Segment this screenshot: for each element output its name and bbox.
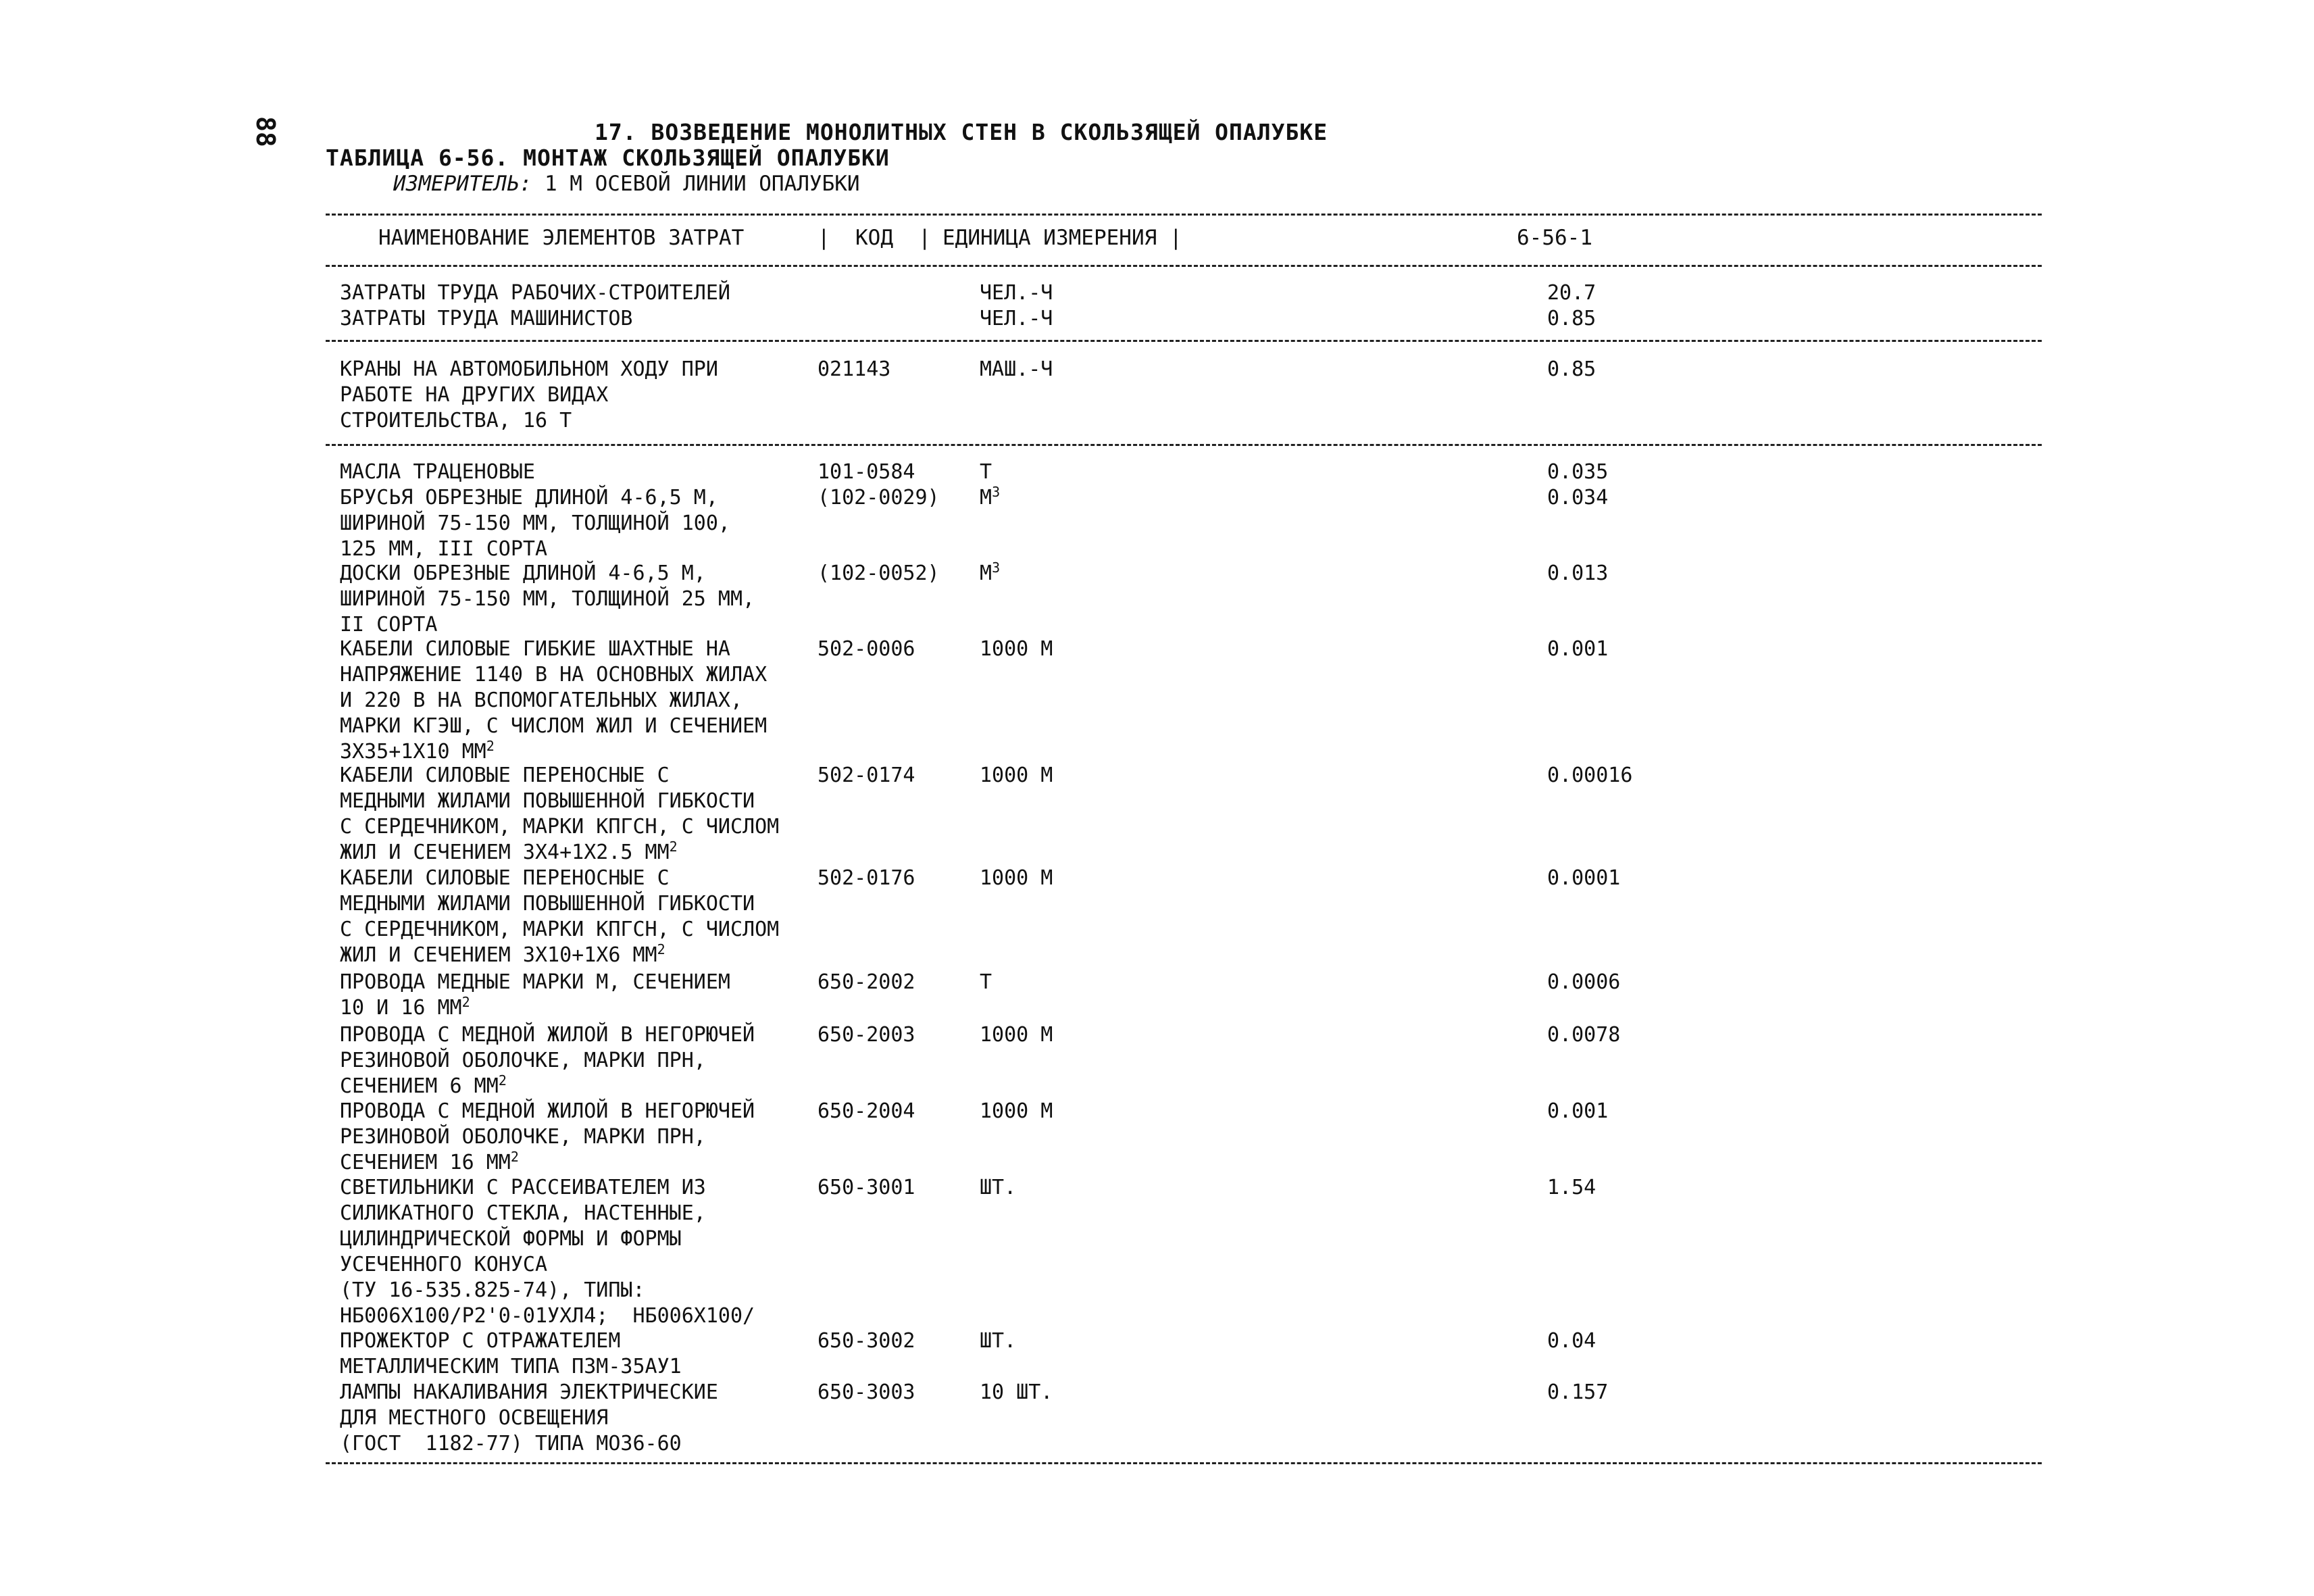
row-name-text: КАБЕЛИ СИЛОВЫЕ ГИБКИЕ ШАХТНЫЕ НА НАПРЯЖЕНИЕ 1140 В НА ОСНОВНЫХ ЖИЛАХ И 220 В НА ВСПОМОГАТЕЛЬНЫХ ЖИЛАХ, МАРКИ КГЭШ, С ЧИСЛОМ ЖИЛ И СЕЧЕНИЕМ 3X35+1X10 ММ [340,637,768,764]
superscript: 3 [992,484,1001,500]
superscript: 2 [657,941,665,957]
row-unit: Т [980,460,992,484]
row-code: 650-3001 [818,1176,915,1199]
row-code: 021143 [818,357,891,381]
page-number: 88 [251,116,280,147]
row-unit: ШТ. [980,1176,1017,1199]
superscript: 2 [498,1072,507,1089]
row-name-text: ПРОВОДА С МЕДНОЙ ЖИЛОЙ В НЕГОРЮЧЕЙ РЕЗИНОВОЙ ОБОЛОЧКЕ, МАРКИ ПРН, СЕЧЕНИЕМ 16 ММ [340,1099,755,1174]
row-unit-text: М [980,486,992,509]
row-name-text: КАБЕЛИ СИЛОВЫЕ ПЕРЕНОСНЫЕ С МЕДНЫМИ ЖИЛАМИ ПОВЫШЕННОЙ ГИБКОСТИ С СЕРДЕЧНИКОМ, МАРКИ КПГСН, С ЧИСЛОМ ЖИЛ И СЕЧЕНИЕМ 3X4+1X2.5 ММ [340,764,780,864]
row-unit: ЧЕЛ.-Ч [980,281,1053,305]
row-code: 650-3003 [818,1380,915,1404]
superscript: 3 [992,559,1001,576]
row-name-text: ПРОВОДА МЕДНЫЕ МАРКИ М, СЕЧЕНИЕМ 10 И 16 ММ [340,970,730,1020]
row-code: (102-0052) [818,562,940,585]
table-title: ТАБЛИЦА 6-56. МОНТАЖ СКОЛЬЗЯЩЕЙ ОПАЛУБКИ [326,145,890,171]
row-name: ЗАТРАТЫ ТРУДА МАШИНИСТОВ [340,307,633,330]
row-value: 0.00016 [1547,764,1633,787]
row-name-text: ПРОВОДА С МЕДНОЙ ЖИЛОЙ В НЕГОРЮЧЕЙ РЕЗИНОВОЙ ОБОЛОЧКЕ, МАРКИ ПРН, СЕЧЕНИЕМ 6 ММ [340,1023,755,1098]
row-value: 0.85 [1547,307,1596,330]
measurer-value: 1 М ОСЕВОЙ ЛИНИИ ОПАЛУБКИ [544,172,860,196]
row-name [340,866,779,968]
row-value: 0.0006 [1547,970,1621,994]
row-unit: 1000 М [980,1023,1053,1047]
row-code: 650-2003 [818,1023,915,1047]
row-name: ЗАТРАТЫ ТРУДА РАБОЧИХ-СТРОИТЕЛЕЙ [340,281,730,305]
row-value: 0.157 [1547,1380,1609,1404]
superscript: 2 [510,1149,519,1165]
row-value: 0.001 [1547,1099,1609,1123]
header-unit: ЕДИНИЦА ИЗМЕРЕНИЯ | [942,226,1182,250]
row-value: 0.0001 [1547,866,1621,890]
row-value: 0.034 [1547,486,1609,509]
row-unit-text: М [980,562,992,585]
row-name [340,763,779,866]
row-unit: Т [980,970,992,994]
row-name: КРАНЫ НА АВТОМОБИЛЬНОМ ХОДУ ПРИ РАБОТЕ НА ДРУГИХ ВИДАХ СТРОИТЕЛЬСТВА, 16 Т [340,357,718,432]
machines-rule [326,444,2042,446]
row-name: СВЕТИЛЬНИКИ С РАССЕИВАТЕЛЕМ ИЗ СИЛИКАТНОГО СТЕКЛА, НАСТЕННЫЕ, ЦИЛИНДРИЧЕСКОЙ ФОРМЫ И ФОРМЫ УСЕЧЕННОГО КОНУСА (ТУ 16-535.825-74), ТИПЫ: НБ006X100/Р2'0-01УХЛ4; НБ006X100/ [340,1176,755,1328]
row-name [340,1099,755,1176]
superscript: 2 [461,994,470,1010]
row-unit: 1000 М [980,1099,1053,1123]
row-name: МАСЛА ТРАЦЕНОВЫЕ [340,460,535,484]
row-value: 0.04 [1547,1329,1596,1353]
row-code: 650-3002 [818,1329,915,1353]
row-code: 101-0584 [818,460,915,484]
row-unit [980,485,1000,511]
row-code: 650-2004 [818,1099,915,1123]
measurer-label: ИЗМЕРИТЕЛЬ: [393,172,532,196]
table-bottom-rule [326,1462,2042,1464]
row-name [340,637,767,765]
row-name: БРУСЬЯ ОБРЕЗНЫЕ ДЛИНОЙ 4-6,5 М, ШИРИНОЙ 75-150 ММ, ТОЛЩИНОЙ 100, 125 ММ, III СОРТА [340,486,730,561]
row-unit: ЧЕЛ.-Ч [980,307,1053,330]
row-unit: 1000 М [980,866,1053,890]
row-name-text: КАБЕЛИ СИЛОВЫЕ ПЕРЕНОСНЫЕ С МЕДНЫМИ ЖИЛАМИ ПОВЫШЕННОЙ ГИБКОСТИ С СЕРДЕЧНИКОМ, МАРКИ КПГСН, С ЧИСЛОМ ЖИЛ И СЕЧЕНИЕМ 3X10+1X6 ММ [340,866,780,967]
row-value: 0.85 [1547,357,1596,381]
row-name [340,970,730,1021]
row-value: 1.54 [1547,1176,1596,1199]
row-value: 0.013 [1547,562,1609,585]
row-unit: 1000 М [980,764,1053,787]
row-unit: 10 ШТ. [980,1380,1053,1404]
row-name [340,1022,755,1099]
row-unit: ШТ. [980,1329,1017,1353]
superscript: 2 [669,839,678,855]
row-value: 0.001 [1547,637,1609,661]
row-unit: 1000 М [980,637,1053,661]
header-name: НАИМЕНОВАНИЕ ЭЛЕМЕНТОВ ЗАТРАТ [378,226,745,250]
header-top-rule [326,214,2042,216]
measurer [393,172,860,196]
row-name: ПРОЖЕКТОР С ОТРАЖАТЕЛЕМ МЕТАЛЛИЧЕСКИМ ТИПА ПЗМ-35АУ1 [340,1329,682,1378]
row-code: 502-0174 [818,764,915,787]
row-name: ЛАМПЫ НАКАЛИВАНИЯ ЭЛЕКТРИЧЕСКИЕ ДЛЯ МЕСТНОГО ОСВЕЩЕНИЯ (ГОСТ 1182-77) ТИПА МО36-60 [340,1380,718,1455]
labor-rule [326,340,2042,342]
row-value: 0.035 [1547,460,1609,484]
header-norm: 6-56-1 [1517,226,1592,250]
row-unit [980,561,1000,587]
row-unit: МАШ.-Ч [980,357,1053,381]
row-value: 20.7 [1547,281,1596,305]
row-code: (102-0029) [818,486,940,509]
header-bottom-rule [326,265,2042,267]
row-name: ДОСКИ ОБРЕЗНЫЕ ДЛИНОЙ 4-6,5 М, ШИРИНОЙ 75-150 ММ, ТОЛЩИНОЙ 25 ММ, II СОРТА [340,562,755,637]
header-code: | КОД | [818,226,931,250]
section-title: 17. ВОЗВЕДЕНИЕ МОНОЛИТНЫХ СТЕН В СКОЛЬЗЯЩЕЙ ОПАЛУБКЕ [595,119,1328,145]
row-code: 502-0006 [818,637,915,661]
row-code: 502-0176 [818,866,915,890]
row-code: 650-2002 [818,970,915,994]
row-value: 0.0078 [1547,1023,1621,1047]
superscript: 2 [486,738,495,754]
